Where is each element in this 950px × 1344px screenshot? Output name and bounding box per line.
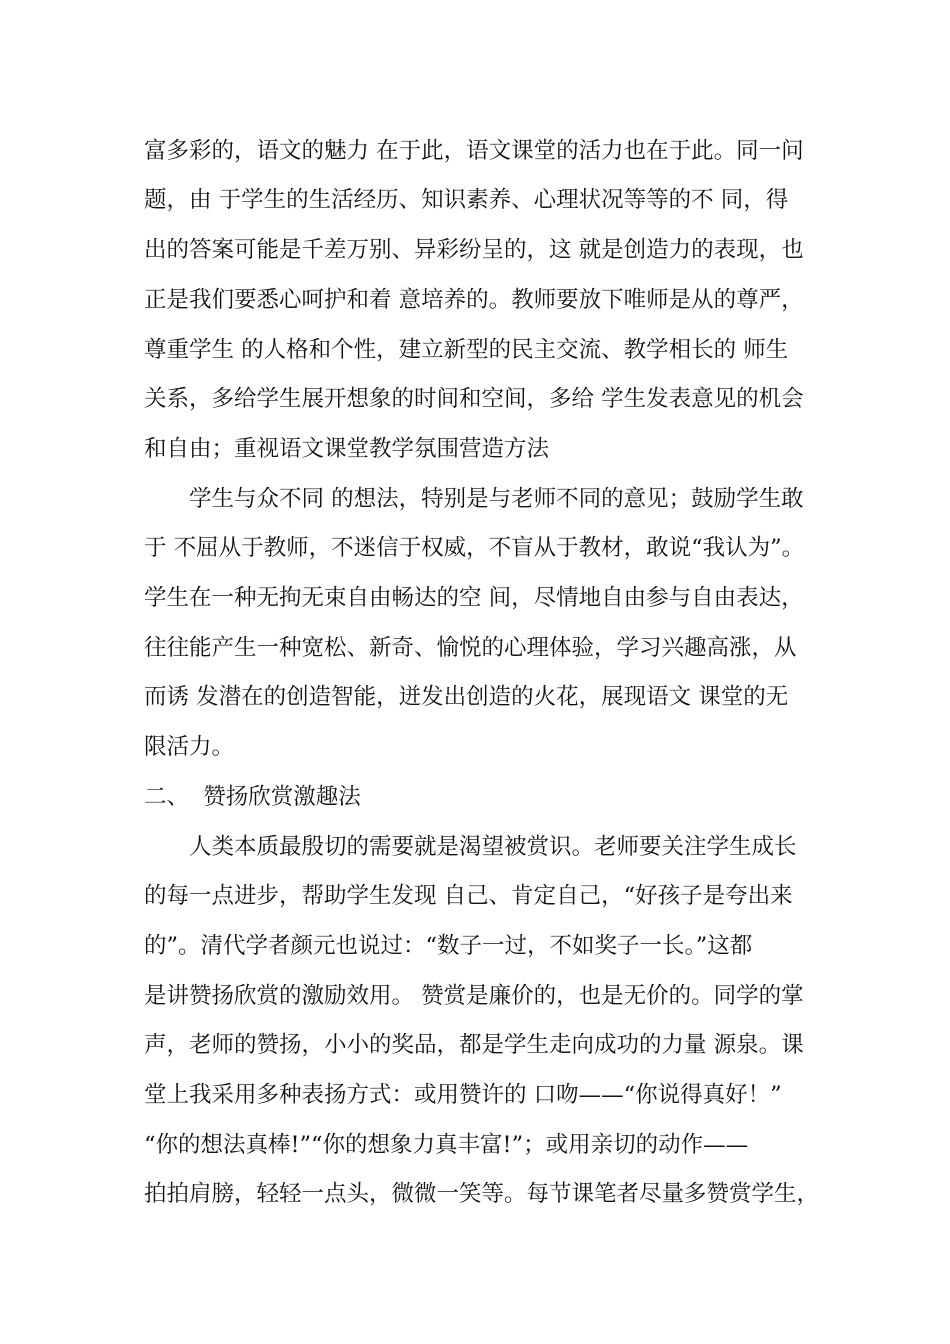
- paragraph-line: 学生在一种无拘无束自由畅达的空 间，尽情地自由参与自由表达，: [144, 585, 804, 611]
- paragraph-line: 是讲赞扬欣赏的激励效用。 赞赏是廉价的，也是无价的。同学的掌: [144, 983, 804, 1009]
- paragraph-line: 正是我们要悉心呵护和着 意培养的。教师要放下唯师是从的尊严，: [144, 287, 804, 313]
- paragraph-line: 的每一点进步，帮助学生发现 自己、肯定自己，“好孩子是夸出来: [144, 883, 793, 909]
- paragraph-line: 尊重学生 的人格和个性，建立新型的民主交流、教学相长的 师生: [144, 337, 789, 363]
- paragraph-line: 堂上我采用多种表扬方式：或用赞许的 口吻——“你说得真好！”: [144, 1082, 782, 1108]
- paragraph-line: 富多彩的，语文的魅力 在于此，语文课堂的活力也在于此。同一问: [144, 138, 804, 164]
- paragraph-line: 于 不屈从于教师，不迷信于权威，不盲从于教材，敢说“我认为”。: [144, 535, 805, 561]
- paragraph-line: 往往能产生一种宽松、新奇、愉悦的心理体验，学习兴趣高涨，从: [144, 635, 797, 661]
- paragraph-line: 拍拍肩膀，轻轻一点头，微微一笑等。每节课笔者尽量多赞赏学生，: [144, 1181, 820, 1207]
- paragraph-line: 题，由 于学生的生活经历、知识素养、心理状况等等的不 同，得: [144, 187, 789, 213]
- paragraph-line: 出的答案可能是千差万别、异彩纷呈的，这 就是创造力的表现，也: [144, 237, 804, 263]
- paragraph-line: 人类本质最殷切的需要就是渴望被赏识。老师要关注学生成长: [189, 834, 797, 860]
- paragraph-line: 和自由；重视语文课堂教学氛围营造方法: [144, 436, 550, 462]
- section-heading: 二、 赞扬欣赏激趣法: [144, 784, 361, 810]
- paragraph-line: 而诱 发潜在的创造智能，迸发出创造的火花，展现语文 课堂的无: [144, 684, 789, 710]
- paragraph-line: 限活力。: [144, 734, 235, 760]
- paragraph-line: 学生与众不同 的想法，特别是与老师不同的意见；鼓励学生敢: [189, 486, 804, 512]
- paragraph-line: 声，老师的赞扬，小小的奖品，都是学生走向成功的力量 源泉。课: [144, 1032, 804, 1058]
- paragraph-line: “你的想法真棒!”“你的想象力真丰富!”；或用亲切的动作——: [144, 1132, 749, 1158]
- paragraph-line: 的”。清代学者颜元也说过：“数子一过，不如奖子一长。”这都: [144, 933, 753, 959]
- paragraph-line: 关系，多给学生展开想象的时间和空间，多给 学生发表意见的机会: [144, 386, 804, 412]
